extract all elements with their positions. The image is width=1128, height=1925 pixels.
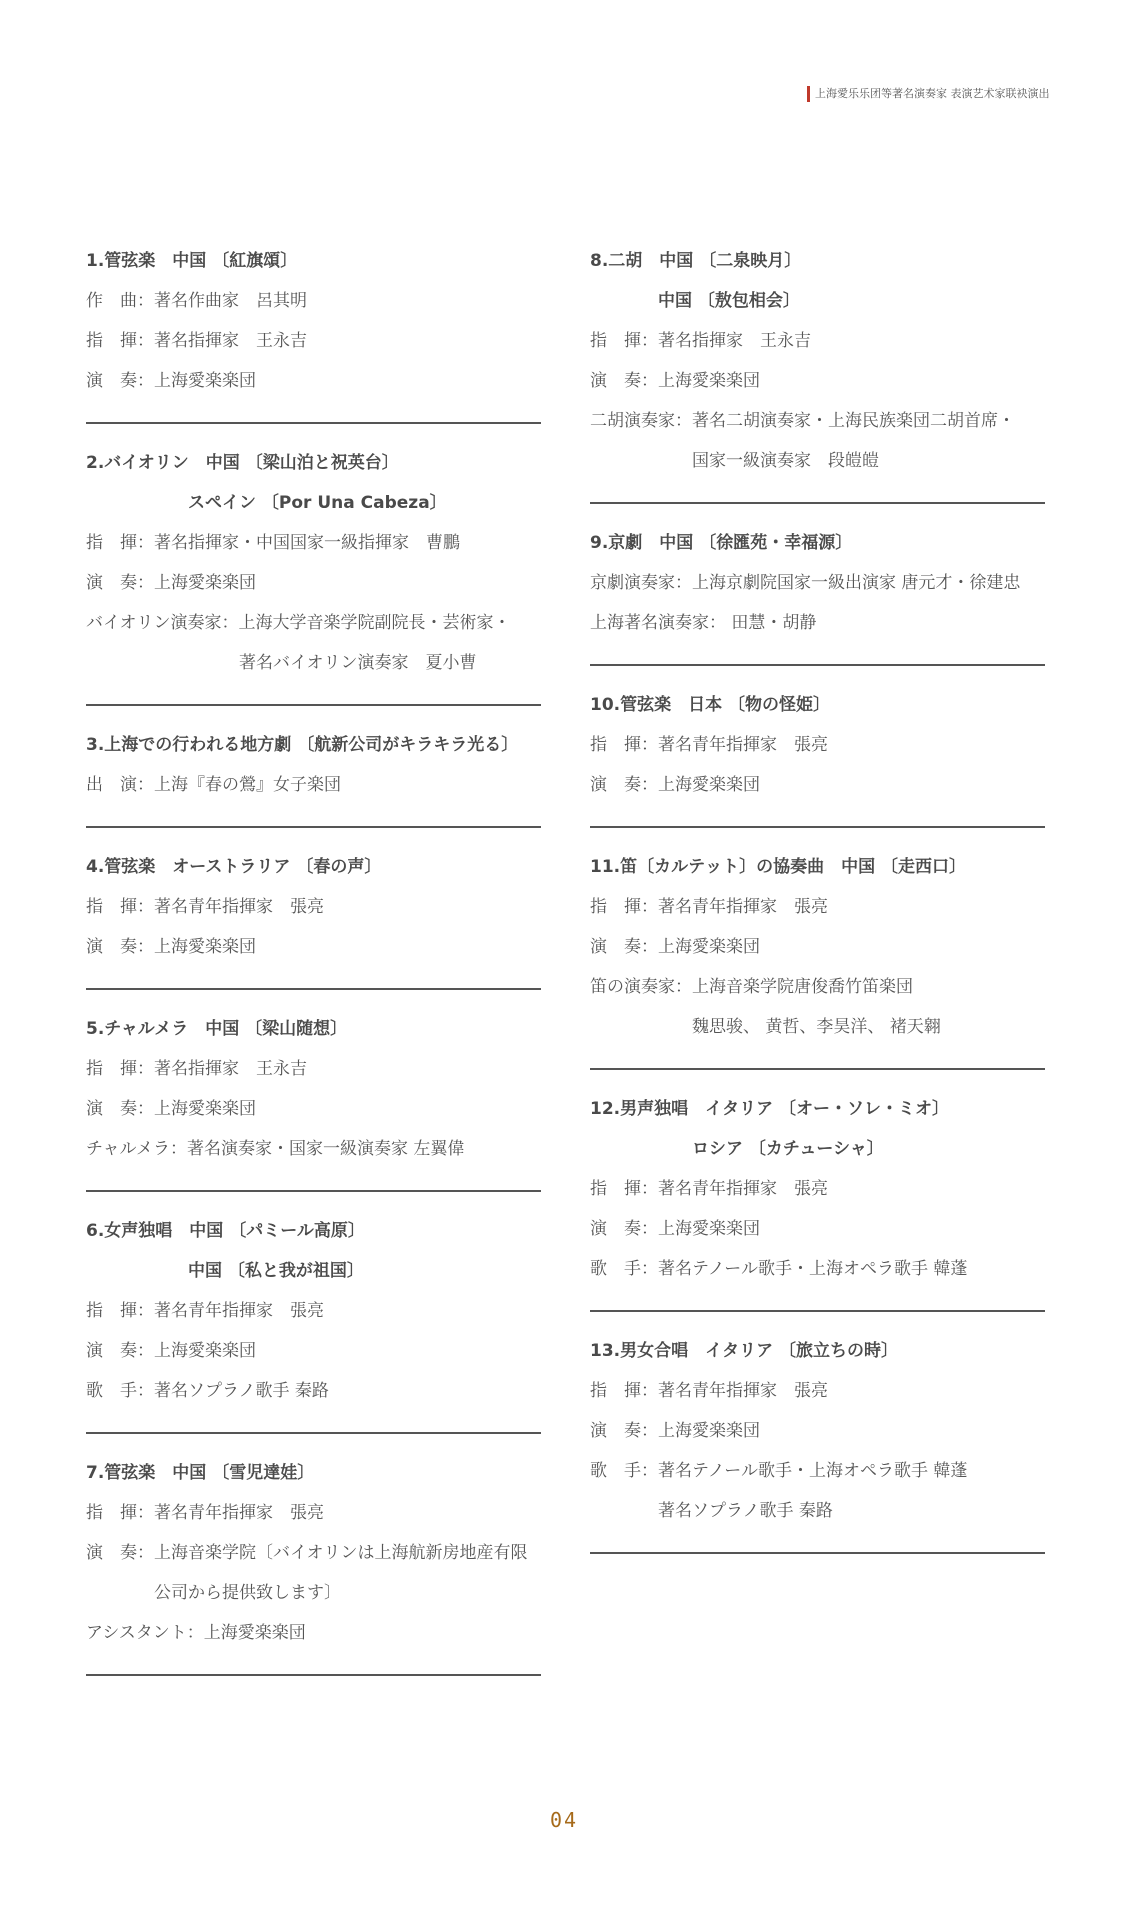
program-detail-line: 作 曲：著名作曲家 呂其明 <box>86 291 307 311</box>
program-detail-line: 指 揮：著名指揮家 王永吉 <box>86 1059 307 1079</box>
program-detail-line: 演 奏：上海愛楽楽団 <box>590 937 760 957</box>
program-detail-line: 著名バイオリン演奏家 夏小曹 <box>86 653 477 673</box>
program-title-continued: ロシア 〔カチューシャ〕 <box>590 1139 884 1159</box>
program-title: 13.男女合唱 イタリア 〔旅立ちの時〕 <box>590 1341 899 1361</box>
program-item <box>590 694 1045 796</box>
program-detail-line: 演 奏：上海愛楽楽団 <box>590 1421 760 1441</box>
section-divider <box>590 1310 1045 1312</box>
section-divider <box>590 1552 1045 1554</box>
program-detail-line: 指 揮：著名指揮家 王永吉 <box>86 331 307 351</box>
program-detail-line: 上海著名演奏家： 田慧・胡静 <box>590 613 817 633</box>
section-divider <box>590 1068 1045 1070</box>
section-divider <box>86 988 541 990</box>
program-detail-line: 演 奏：上海愛楽楽団 <box>86 1341 256 1361</box>
program-title: 1.管弦楽 中国 〔紅旗頌〕 <box>86 251 298 271</box>
program-detail-line: 演 奏：上海愛楽楽団 <box>590 371 760 391</box>
program-item <box>590 1340 1045 1522</box>
section-divider <box>86 826 541 828</box>
program-column-right <box>590 250 1045 1582</box>
program-detail-line: 公司から提供致します〕 <box>86 1583 341 1603</box>
program-detail-line: 京劇演奏家：上海京劇院国家一級出演家 唐元才・徐建忠 <box>590 573 1021 593</box>
section-divider <box>86 1190 541 1192</box>
program-detail-line: 笛の演奏家：上海音楽学院唐俊喬竹笛楽団 <box>590 977 913 997</box>
program-detail-line: 指 揮：著名青年指揮家 張亮 <box>590 897 828 917</box>
program-item <box>86 1220 541 1402</box>
program-detail-line: チャルメラ：著名演奏家・国家一級演奏家 左翼偉 <box>86 1139 465 1159</box>
program-column-left <box>86 250 541 1704</box>
program-item <box>86 1018 541 1160</box>
program-title: 2.バイオリン 中国 〔梁山泊と祝英台〕 <box>86 453 399 473</box>
program-detail-line: 指 揮：著名青年指揮家 張亮 <box>86 1301 324 1321</box>
program-title: 9.京劇 中国 〔徐匯苑・幸福源〕 <box>590 533 853 553</box>
program-title: 8.二胡 中国 〔二泉映月〕 <box>590 251 802 271</box>
program-detail-line: 演 奏：上海愛楽楽団 <box>86 937 256 957</box>
running-header: 上海愛乐乐团等著名演奏家 表演艺术家联袂演出 <box>807 86 1050 102</box>
program-title: 4.管弦楽 オーストラリア 〔春の声〕 <box>86 857 382 877</box>
program-item <box>590 856 1045 1038</box>
program-detail-line: 歌 手：著名テノール歌手・上海オペラ歌手 韓蓬 <box>590 1461 968 1481</box>
program-detail-line: 演 奏：上海愛楽楽団 <box>86 1099 256 1119</box>
program-title: 10.管弦楽 日本 〔物の怪姫〕 <box>590 695 831 715</box>
program-item <box>86 452 541 674</box>
program-detail-line: 指 揮：著名指揮家 王永吉 <box>590 331 811 351</box>
section-divider <box>590 502 1045 504</box>
program-detail-line: 演 奏：上海愛楽楽団 <box>590 775 760 795</box>
program-detail-line: 魏思骏、 黄哲、李昊洋、 褚天翱 <box>590 1017 941 1037</box>
page-number: 04 <box>549 1808 579 1832</box>
program-detail-line: 指 揮：著名指揮家・中国国家一級指揮家 曹鵬 <box>86 533 460 553</box>
program-detail-line: 指 揮：著名青年指揮家 張亮 <box>590 1179 828 1199</box>
section-divider <box>86 422 541 424</box>
section-divider <box>86 704 541 706</box>
program-detail-line: 歌 手：著名テノール歌手・上海オペラ歌手 韓蓬 <box>590 1259 968 1279</box>
program-title-continued: 中国 〔敖包相会〕 <box>590 291 800 311</box>
program-detail-line: 出 演：上海『春の鶯』女子楽団 <box>86 775 341 795</box>
program-item <box>590 1098 1045 1280</box>
program-detail-line: 著名ソプラノ歌手 秦路 <box>590 1501 833 1521</box>
program-item <box>86 1462 541 1644</box>
program-detail-line: 演 奏：上海愛楽楽団 <box>590 1219 760 1239</box>
program-title-continued: スペイン 〔Por Una Cabeza〕 <box>86 493 447 513</box>
program-detail-line: バイオリン演奏家：上海大学音楽学院副院長・芸術家・ <box>86 613 511 633</box>
program-title: 12.男声独唱 イタリア 〔オー・ソレ・ミオ〕 <box>590 1099 950 1119</box>
program-title: 11.笛〔カルテット〕の協奏曲 中国 〔走西口〕 <box>590 857 967 877</box>
section-divider <box>86 1674 541 1676</box>
program-detail-line: 二胡演奏家：著名二胡演奏家・上海民族楽団二胡首席・ <box>590 411 1015 431</box>
program-detail-line: 指 揮：著名青年指揮家 張亮 <box>590 1381 828 1401</box>
program-item <box>86 856 541 958</box>
program-detail-line: 演 奏：上海愛楽楽団 <box>86 371 256 391</box>
section-divider <box>590 826 1045 828</box>
program-detail-line: アシスタント：上海愛楽楽団 <box>86 1623 306 1643</box>
program-title: 7.管弦楽 中国 〔雪児達娃〕 <box>86 1463 315 1483</box>
program-detail-line: 指 揮：著名青年指揮家 張亮 <box>86 897 324 917</box>
program-detail-line: 国家一級演奏家 段皚皚 <box>590 451 879 471</box>
program-detail-line: 演 奏：上海音楽学院〔バイオリンは上海航新房地産有限 <box>86 1543 528 1563</box>
program-title: 3.上海での行われる地方劇 〔航新公司がキラキラ光る〕 <box>86 735 519 755</box>
program-item <box>590 532 1045 634</box>
program-detail-line: 指 揮：著名青年指揮家 張亮 <box>86 1503 324 1523</box>
program-detail-line: 演 奏：上海愛楽楽団 <box>86 573 256 593</box>
program-item <box>86 250 541 392</box>
program-title: 6.女声独唱 中国 〔パミール高原〕 <box>86 1221 365 1241</box>
program-detail-line: 指 揮：著名青年指揮家 張亮 <box>590 735 828 755</box>
program-detail-line: 歌 手：著名ソプラノ歌手 秦路 <box>86 1381 329 1401</box>
section-divider <box>590 664 1045 666</box>
program-item <box>86 734 541 796</box>
program-title: 5.チャルメラ 中国 〔梁山随想〕 <box>86 1019 348 1039</box>
section-divider <box>86 1432 541 1434</box>
program-item <box>590 250 1045 472</box>
program-title-continued: 中国 〔私と我が祖国〕 <box>86 1261 364 1281</box>
